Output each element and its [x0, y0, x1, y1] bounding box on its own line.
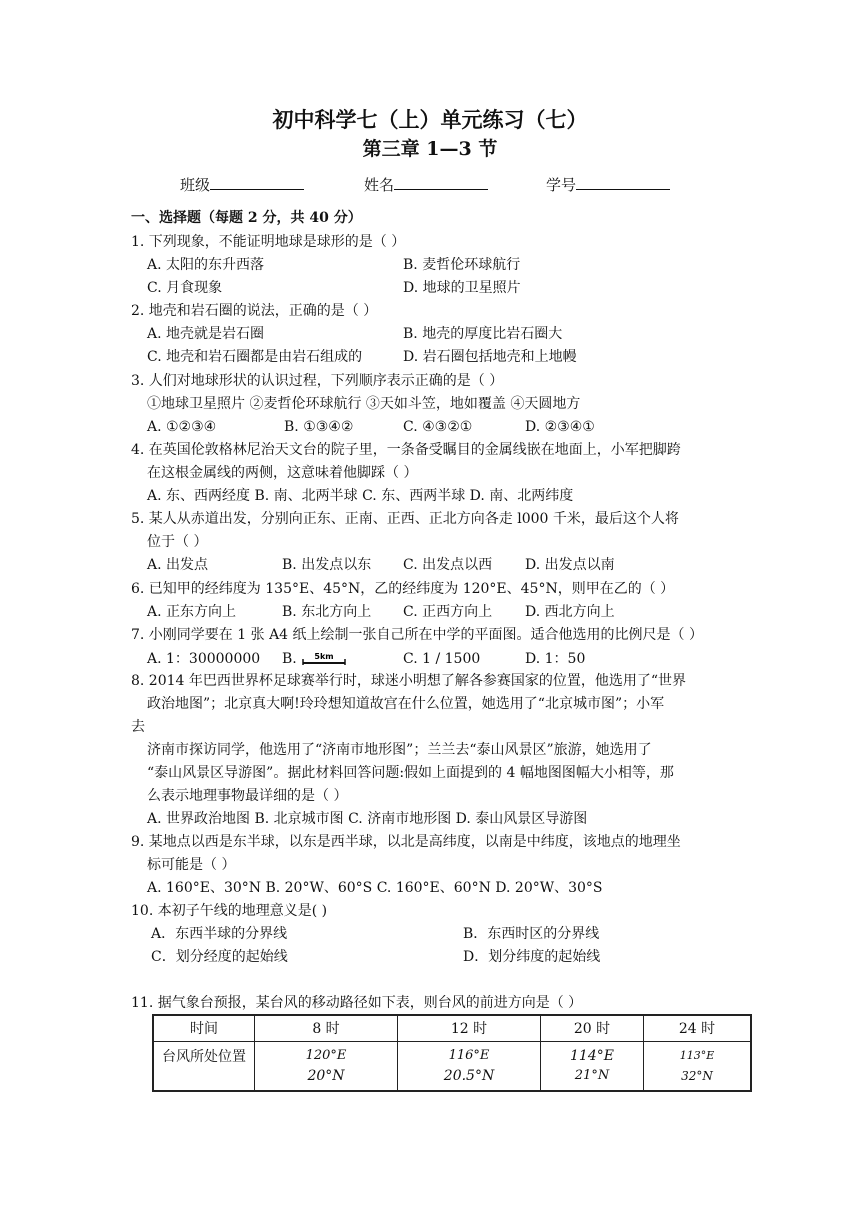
name-label: 姓名: [364, 176, 395, 194]
q1-option-d: D. 地球的卫星照片: [403, 280, 521, 296]
q3-option-d: D. ②③④①: [525, 419, 595, 435]
q6-stem: 6. 已知甲的经纬度为 135°E、45°N，乙的经纬度为 120°E、45°N，则甲在乙的（ ）: [131, 581, 675, 597]
q10-option-a: A．东西半球的分界线: [151, 926, 288, 942]
q7-option-a: A. 1：30000000: [147, 651, 261, 667]
q5-option-a: A. 出发点: [147, 557, 209, 573]
q10-option-c: C．划分经度的起始线: [151, 949, 288, 965]
q8-line1: 8. 2014 年巴西世界杯足球赛举行时，球迷小明想了解各参赛国家的位置，他选用了“世界: [131, 673, 687, 689]
q1-option-b: B. 麦哲伦环球航行: [403, 257, 521, 273]
scale-bar-label: 5km: [314, 652, 334, 661]
table-row: [153, 1041, 751, 1091]
lon-value: 113°E: [679, 1048, 715, 1062]
q10-option-b: B．东西时区的分界线: [463, 926, 600, 942]
q4-options: A. 东、西两经度 B. 南、北两半球 C. 东、西两半球 D. 南、北两纬度: [147, 488, 574, 504]
q2-option-a: A. 地壳就是岩石圈: [147, 326, 265, 342]
table-header-row: [153, 1015, 751, 1041]
q5-option-c: C. 出发点以西: [403, 557, 493, 573]
table-header-cell: 8 时: [255, 1015, 398, 1041]
q8-line5: “泰山风景区导游图”。据此材料回答问题:假如上面提到的 4 幅地图图幅大小相等，那: [147, 765, 674, 781]
q3-option-b: B. ①③④②: [284, 419, 354, 435]
q5-option-b: B. 出发点以东: [282, 557, 372, 573]
class-label: 班级: [180, 176, 211, 194]
q4-stem-line2: 在这根金属线的两侧，这意味着他脚踩（ ）: [147, 465, 418, 481]
q10-stem: 10. 本初子午线的地理意义是( ): [131, 903, 328, 919]
q3-stem: 3. 人们对地球形状的认识过程，下列顺序表示正确的是（ ）: [131, 373, 504, 389]
q7-option-b-label: B.: [282, 651, 297, 667]
q6-option-a: A. 正东方向上: [147, 604, 237, 620]
lon-value: 116°E: [448, 1047, 490, 1063]
q2-option-b: B. 地壳的厚度比岩石圈大: [403, 326, 563, 342]
q3-option-c: C. ④③②①: [403, 419, 473, 435]
class-blank[interactable]: [210, 175, 304, 190]
q6-option-d: D. 西北方向上: [525, 604, 615, 620]
lat-value: 32°N: [681, 1068, 713, 1083]
q1-stem: 1. 下列现象，不能证明地球是球形的是（ ）: [131, 234, 406, 250]
q9-options: A. 160°E、30°N B. 20°W、60°S C. 160°E、60°N D. 20°W、30°S: [147, 880, 603, 896]
q2-stem: 2. 地壳和岩石圈的说法，正确的是（ ）: [131, 303, 378, 319]
table-header-cell: 24 时: [644, 1015, 752, 1041]
q8-line3: 去: [131, 719, 145, 735]
q1-option-c: C. 月食现象: [147, 280, 223, 296]
q9-stem-line2: 标可能是（ ）: [147, 857, 236, 873]
q11-stem: 11. 据气象台预报，某台风的移动路径如下表，则台风的前进方向是（ ）: [131, 995, 583, 1011]
lat-value: 20.5°N: [443, 1067, 495, 1084]
q8-line4: 济南市探访同学，他选用了“济南市地形图”；兰兰去“泰山风景区”旅游，她选用了: [147, 742, 652, 758]
scale-bar-icon: [301, 651, 347, 667]
table-cell: [644, 1041, 752, 1091]
q8-line6: 么表示地理事物最详细的是（ ）: [147, 788, 348, 804]
q2-option-c: C. 地壳和岩石圈都是由岩石组成的: [147, 349, 363, 365]
lat-value: 21°N: [574, 1067, 610, 1083]
typhoon-table: [152, 1014, 752, 1092]
q6-option-b: B. 东北方向上: [282, 604, 372, 620]
table-header-cell: 20 时: [541, 1015, 644, 1041]
class-field: [180, 174, 304, 195]
id-blank[interactable]: [576, 175, 670, 190]
lat-value: 20°N: [307, 1067, 345, 1084]
name-blank[interactable]: [394, 175, 488, 190]
page-subtitle: 第三章 1—3 节: [362, 138, 498, 160]
q3-option-a: A. ①②③④: [147, 419, 217, 435]
lon-value: 114°E: [570, 1047, 614, 1064]
name-field: [364, 174, 488, 195]
table-row-label: 台风所处位置: [153, 1041, 255, 1091]
q5-option-d: D. 出发点以南: [525, 557, 615, 573]
q3-items: ①地球卫星照片 ②麦哲伦环球航行 ③天如斗笠，地如覆盖 ④天圆地方: [147, 396, 581, 412]
q10-option-d: D．划分纬度的起始线: [463, 949, 601, 965]
q2-option-d: D. 岩石圈包括地壳和上地幔: [403, 349, 577, 365]
table-header-cell: 12 时: [398, 1015, 541, 1041]
q7-stem: 7. 小刚同学要在 1 张 A4 纸上绘制一张自己所在中学的平面图。适合他选用的比例尺是（ ）: [131, 627, 703, 643]
q8-line2: 政治地图”；北京真大啊!玲玲想知道故宫在什么位置，她选用了“北京城市图”；小军: [147, 696, 665, 712]
table-cell: [398, 1041, 541, 1091]
table-cell: [541, 1041, 644, 1091]
q4-stem-line1: 4. 在英国伦敦格林尼治天文台的院子里，一条备受瞩目的金属线嵌在地面上，小军把脚跨: [131, 442, 681, 458]
q7-option-c: C. 1 / 1500: [403, 651, 481, 667]
q8-options: A. 世界政治地图 B. 北京城市图 C. 济南市地形图 D. 泰山风景区导游图: [147, 811, 588, 827]
page-title: 初中科学七（上）单元练习（七）: [272, 107, 588, 132]
q9-stem-line1: 9. 某地点以西是东半球，以东是西半球，以北是高纬度，以南是中纬度，该地点的地理坐: [131, 834, 681, 850]
q7-option-d: D. 1：50: [525, 651, 586, 667]
section-heading: 一、选择题（每题 2 分，共 40 分）: [131, 210, 362, 226]
q6-option-c: C. 正西方向上: [403, 604, 493, 620]
table-header-cell: 时间: [153, 1015, 255, 1041]
id-field: [546, 174, 670, 195]
lon-value: 120°E: [305, 1047, 347, 1063]
id-label: 学号: [546, 176, 577, 194]
q5-stem-line1: 5. 某人从赤道出发，分别向正东、正南、正西、正北方向各走 l000 千米，最后这个人将: [131, 511, 679, 527]
q5-stem-line2: 位于（ ）: [147, 534, 208, 550]
q1-option-a: A. 太阳的东升西落: [147, 257, 265, 273]
table-cell: [255, 1041, 398, 1091]
q7-option-b: [282, 650, 347, 668]
